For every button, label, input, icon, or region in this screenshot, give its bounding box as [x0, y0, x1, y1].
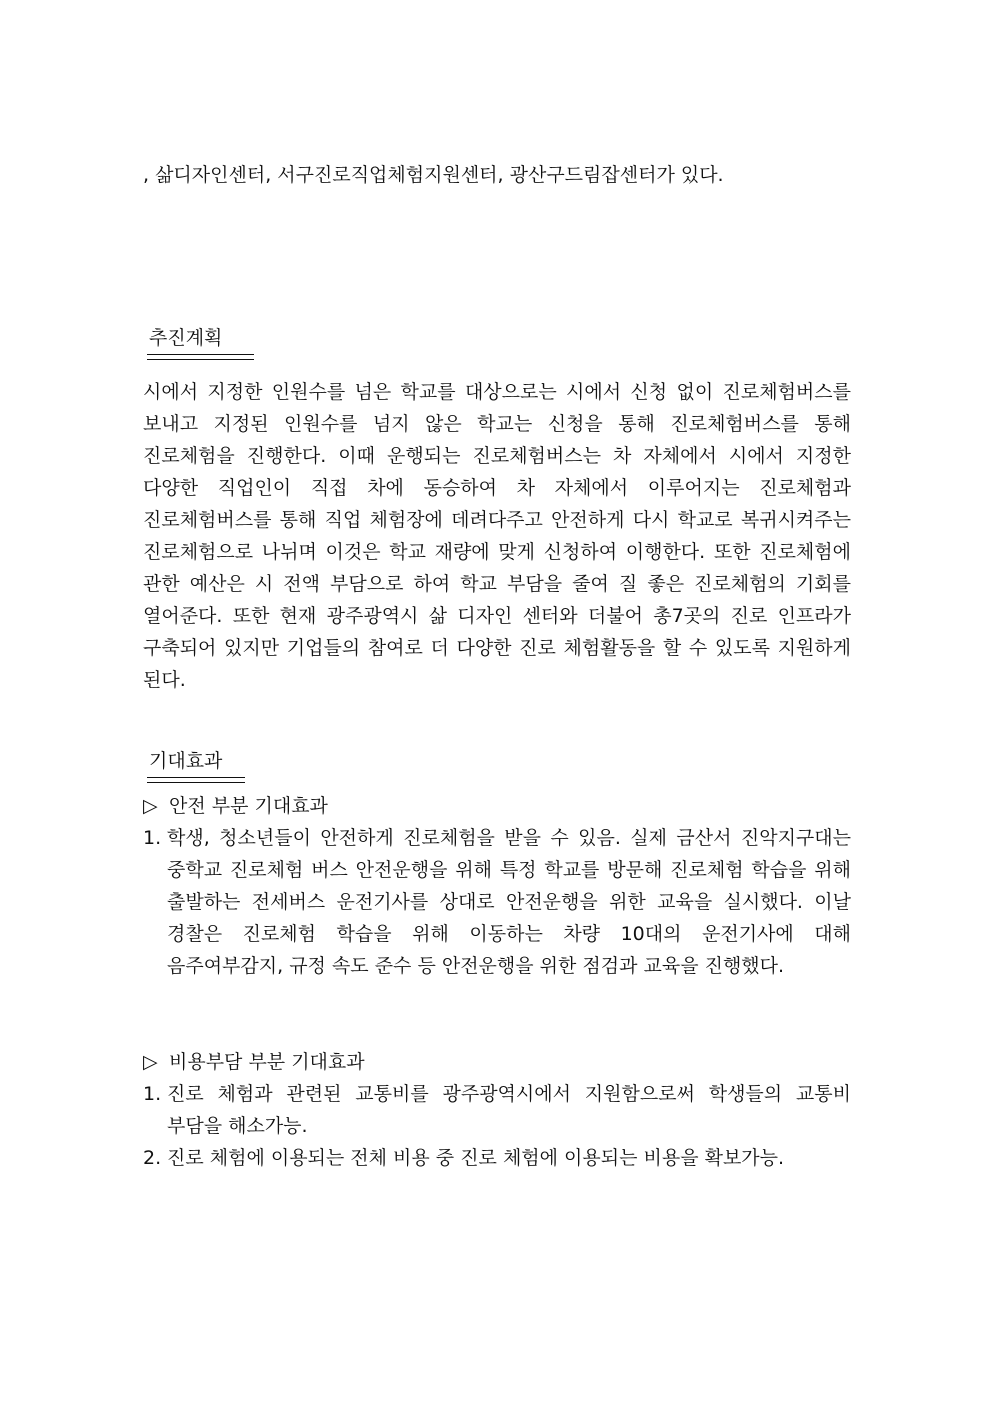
cost-list: [143, 1078, 851, 1174]
effects-heading: [149, 748, 222, 774]
list-item-number: 1.: [143, 827, 162, 849]
plan-heading-underline: [147, 354, 254, 360]
safety-subheading: [143, 793, 328, 819]
list-item: [143, 822, 851, 982]
triangle-marker-icon: ▷: [143, 1051, 158, 1073]
effects-heading-underline: [147, 777, 245, 783]
plan-heading-label: 추진계획: [149, 327, 223, 349]
safety-subheading-label: 안전 부분 기대효과: [169, 795, 328, 817]
list-item-number: 1.: [143, 1083, 162, 1105]
effects-heading-label: 기대효과: [149, 750, 223, 772]
cost-subheading: [143, 1049, 365, 1075]
list-item-number: 2.: [143, 1147, 162, 1169]
list-item: [143, 1142, 851, 1174]
plan-paragraph: 시에서 지정한 인원수를 넘은 학교를 대상으로는 시에서 신청 없이 진로체험버스를 보내고 지정된 인원수를 넘지 않은 학교는 신청을 통해 진로체험버스를 통해 진로체험을 진행한다. 이때 운행되는 진로체험버스는 차 자체에서 시에서 지정한 다양한 직업인이 직접 차에 동승하여 차 자체에서 이루어지는 진로체험과 진로체험버스를 통해 직업 체험장에 데려다주고 안전하게 다시 학교로 복귀시켜주는 진로체험으로 나뉘며 이것은 학교 재량에 맞게 신청하여 이행한다. 또한 진로체험에 관한 예산은 시 전액 부담으로 하여 학교 부담을 줄여 질 좋은 진로체험의 기회를 열어준다. 또한 현재 광주광역시 삶 디자인 센터와 더불어 총7곳의 진로 인프라가 구축되어 있지만 기업들의 참여로 더 다양한 진로 체험활동을 할 수 있도록 지원하게 된다.: [143, 381, 851, 691]
list-item-text: 진로 체험에 이용되는 전체 비용 중 진로 체험에 이용되는 비용을 확보가능.: [167, 1147, 785, 1169]
cost-subheading-label: 비용부담 부분 기대효과: [169, 1051, 365, 1073]
safety-list: [143, 822, 851, 982]
plan-heading: [149, 325, 222, 351]
triangle-marker-icon: ▷: [143, 795, 158, 817]
list-item-text: 진로 체험과 관련된 교통비를 광주광역시에서 지원함으로써 학생들의 교통비 부담을 해소가능.: [167, 1083, 851, 1137]
list-item: [143, 1078, 851, 1142]
list-item-text: 학생, 청소년들이 안전하게 진로체험을 받을 수 있음. 실제 금산서 진악지구대는 중학교 진로체험 버스 안전운행을 위해 특정 학교를 방문해 진로체험 학습을 위해 출발하는 전세버스 운전기사를 상대로 안전운행을 위한 교육을 실시했다. 이날 경찰은 진로체험 학습을 위해 이동하는 차량 10대의 운전기사에 대해 음주여부감지, 규정 속도 준수 등 안전운행을 위한 점검과 교육을 진행했다.: [167, 827, 851, 977]
intro-text: , 삶디자인센터, 서구진로직업체험지원센터, 광산구드림잡센터가 있다.: [143, 164, 724, 186]
